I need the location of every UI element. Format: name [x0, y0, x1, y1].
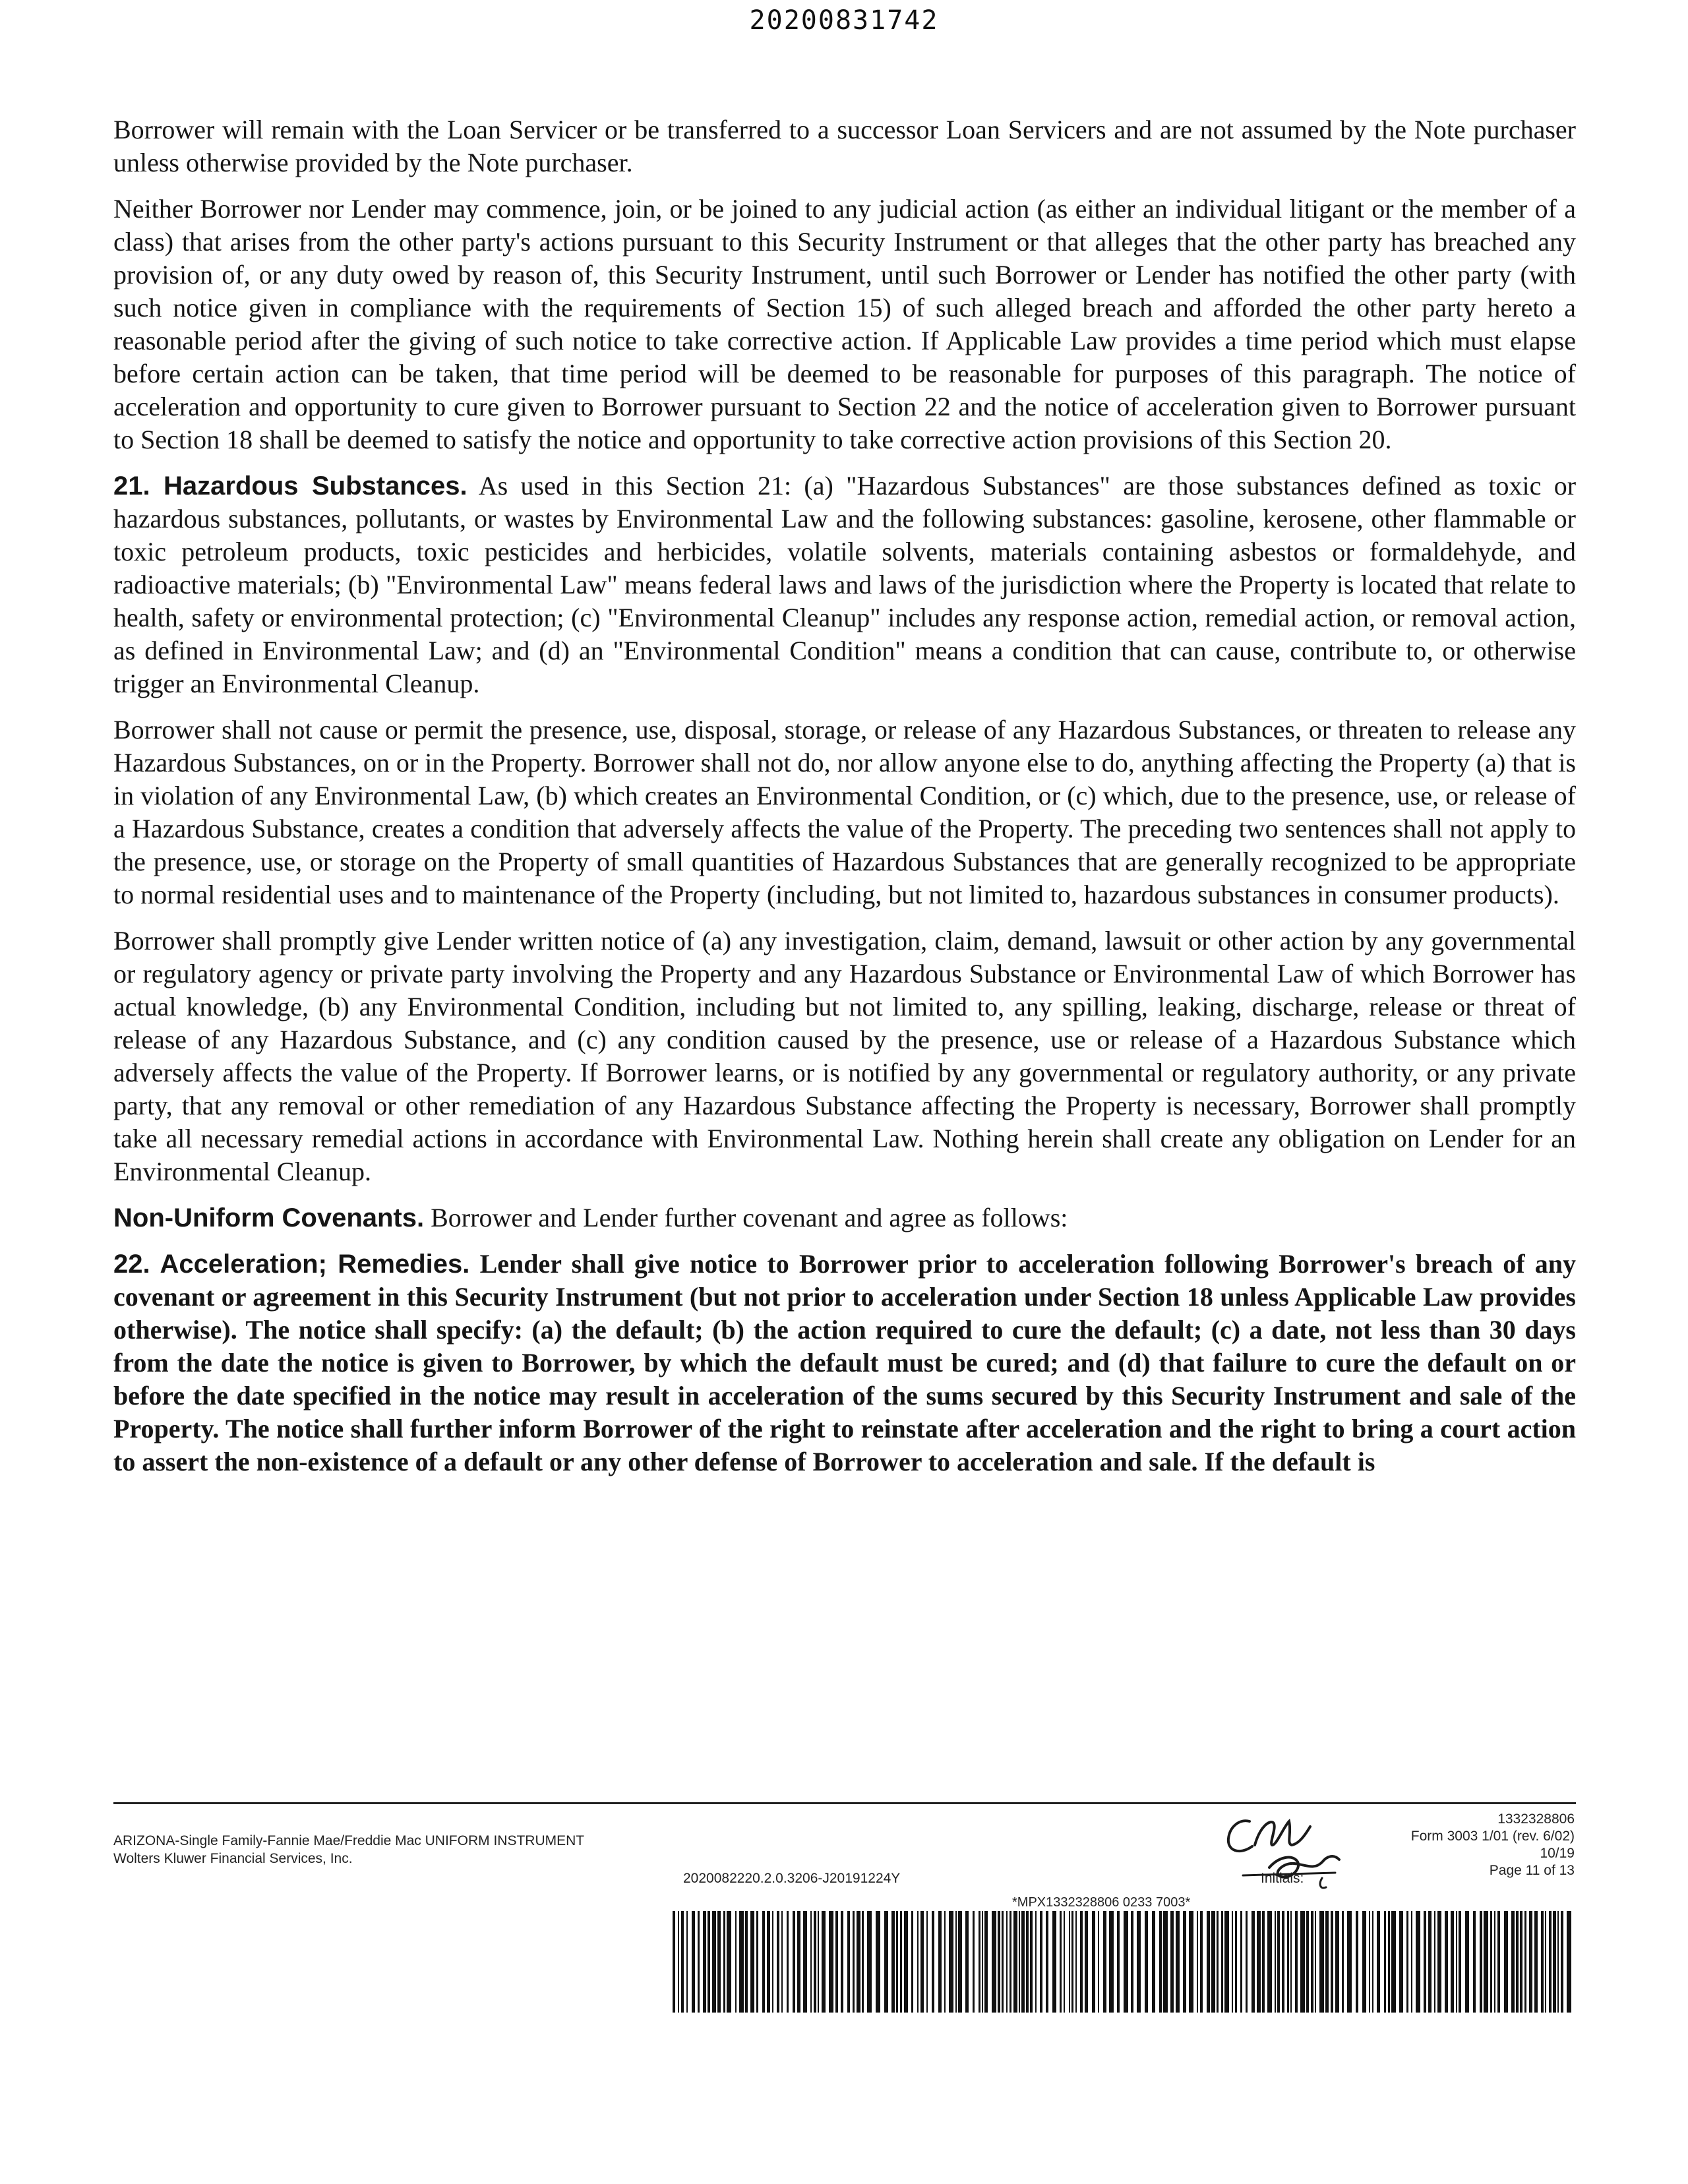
barcode-bar — [1437, 1911, 1441, 2013]
barcode-bar — [853, 1911, 855, 2013]
barcode-bar — [822, 1911, 826, 2013]
barcode-bar — [703, 1911, 706, 2013]
barcode-bar — [1434, 1911, 1435, 2013]
barcode-bar — [1411, 1911, 1412, 2013]
barcode-bar — [1197, 1911, 1198, 2013]
barcode-bar — [1211, 1911, 1215, 2013]
barcode-bar — [772, 1911, 773, 2013]
barcode-bar — [835, 1911, 838, 2013]
barcode-bar — [1052, 1911, 1056, 2013]
paragraph-loan-servicer: Borrower will remain with the Loan Servicer or be transferred to a successor Loan Servicers and are not assumed by the Note purchaser unless otherwise provided by the Note purchaser. — [113, 115, 1576, 177]
barcode-bar — [1372, 1911, 1373, 2013]
document-number: 20200831742 — [749, 5, 939, 36]
barcode-bar — [1069, 1911, 1070, 2013]
barcode-bar — [1347, 1911, 1352, 2013]
barcode-bar — [1306, 1911, 1309, 2013]
barcode-bar — [762, 1911, 765, 2013]
barcode-bar — [1287, 1911, 1289, 2013]
barcode-bar — [1567, 1911, 1571, 2013]
barcode-bar — [1163, 1911, 1168, 2013]
barcode-bar — [1459, 1911, 1461, 2013]
barcode-bar — [797, 1911, 800, 2013]
barcode-bar — [926, 1911, 928, 2013]
barcode-bar — [777, 1911, 779, 2013]
barcode-bar — [1377, 1911, 1380, 2013]
barcode-bar — [1456, 1911, 1457, 2013]
barcode-bar — [1362, 1911, 1366, 2013]
barcode-bar — [735, 1911, 737, 2013]
barcode-bar — [938, 1911, 942, 2013]
barcode-bar — [673, 1911, 675, 2013]
barcode-bar — [708, 1911, 710, 2013]
barcode-bar — [1010, 1911, 1011, 2013]
footer-form-info — [113, 1832, 584, 1867]
publisher: Wolters Kluwer Financial Services, Inc. — [113, 1851, 353, 1866]
document-body — [113, 113, 1576, 1492]
barcode-bar — [1424, 1911, 1426, 2013]
barcode-bar — [1060, 1911, 1062, 2013]
barcode-bar — [982, 1911, 983, 2013]
barcode-bar — [1183, 1911, 1186, 2013]
barcode-bar — [1021, 1911, 1025, 2013]
barcode-bar — [1275, 1911, 1276, 2013]
barcode-bar — [1356, 1911, 1358, 2013]
barcode-bar — [1109, 1911, 1114, 2013]
barcode-bar — [1480, 1911, 1482, 2013]
barcode-bar — [1131, 1911, 1133, 2013]
barcode-bar — [1557, 1911, 1559, 2013]
barcode-bar — [891, 1911, 895, 2013]
barcode-bar — [1494, 1911, 1495, 2013]
barcode-bar — [917, 1911, 919, 2013]
barcode-bar — [932, 1911, 934, 2013]
barcode-bar — [787, 1911, 789, 2013]
barcode-bar — [876, 1911, 880, 2013]
barcode-bar — [920, 1911, 924, 2013]
non-uniform-covenants-text: Borrower and Lender further covenant and agree as follows: — [431, 1203, 1068, 1232]
footer-form-number — [1411, 1811, 1575, 1879]
barcode-bar — [1137, 1911, 1141, 2013]
barcode-bar — [767, 1911, 770, 2013]
revision: 10/19 — [1540, 1846, 1575, 1861]
barcode-label: *MPX1332328806 0233 7003* — [1012, 1895, 1191, 1910]
barcode-bar — [965, 1911, 969, 2013]
barcode-bar — [1257, 1911, 1261, 2013]
barcode-bar — [1117, 1911, 1120, 2013]
footer-divider — [113, 1802, 1576, 1804]
barcode-bar — [686, 1911, 688, 2013]
barcode-bar — [1342, 1911, 1344, 2013]
barcode-bar — [884, 1911, 888, 2013]
barcode-bar — [1399, 1911, 1403, 2013]
barcode-bar — [1553, 1911, 1556, 2013]
barcode-bar — [756, 1911, 758, 2013]
section-21 — [113, 470, 1576, 700]
barcode-bar — [1103, 1911, 1106, 2013]
barcode-bar — [1388, 1911, 1390, 2013]
barcode-bar — [904, 1911, 908, 2013]
barcode-bar — [958, 1911, 962, 2013]
loan-number: 1332328806 — [1497, 1811, 1575, 1827]
barcode-bar — [1232, 1911, 1233, 2013]
barcode-bar — [1545, 1911, 1546, 2013]
barcode-bar — [745, 1911, 748, 2013]
barcode-bar — [1504, 1911, 1508, 2013]
barcode-bar — [1311, 1911, 1313, 2013]
barcode-bar — [1098, 1911, 1099, 2013]
barcode-bar — [698, 1911, 700, 2013]
barcode-bar — [1035, 1911, 1037, 2013]
barcode-bar — [1490, 1911, 1492, 2013]
barcode-bar — [681, 1911, 684, 2013]
barcode-bar — [1235, 1911, 1237, 2013]
barcode-bar — [1497, 1911, 1500, 2013]
barcode-bar — [1511, 1911, 1515, 2013]
paragraph-hazardous-use: Borrower shall not cause or permit the presence, use, disposal, storage, or release of any Hazardous Substances, or threaten to release any Hazardous Substances, on or in the Property. Borrower shall not do, nor allow anyone else to do, anything affecting the Property (a) that is in violation of any Environmental Law, (b) which creates an Environmental Condition, or (c) which, due to the presence, use, or release of a Hazardous Substance, creates a condition that adversely affects the value of the Property. The preceding two sentences shall not apply to the presence, use, or storage on the Property of small quantities of Hazardous Substances that are generally recognized to be appropriate to normal residential uses and to maintenance of the Property (including, but not limited to, hazardous substances in consumer products). — [113, 715, 1576, 909]
barcode-bar — [1331, 1911, 1333, 2013]
barcode-bar — [1176, 1911, 1180, 2013]
barcode-bar — [1325, 1911, 1329, 2013]
barcode-bar — [1040, 1911, 1042, 2013]
barcode-bar — [1451, 1911, 1454, 2013]
barcode-bar — [717, 1911, 721, 2013]
form-title: ARIZONA-Single Family-Fannie Mae/Freddie Mac UNIFORM INSTRUMENT — [113, 1833, 585, 1848]
paragraph-hazardous-notice: Borrower shall promptly give Lender written notice of (a) any investigation, claim, demand, lawsuit or other action by any governmental or regulatory agency or private party involving the Property and any Hazardous Substance or Environmental Law of which Borrower has actual knowledge, (b) any Environmental Condition, including but not limited to, any spilling, leaking, discharge, release or threat of release of any Hazardous Substance, and (c) any condition caused by the presence, use or release of a Hazardous Substance which adversely affects the value of the Property. If Borrower learns, or is notified by any governmental or regulatory authority, or any private party, that any removal or other remediation of any Hazardous Substance affecting the Property is necessary, Borrower shall promptly take all necessary remedial actions in accordance with Environmental Law. Nothing herein shall create any obligation on Lender for an Environmental Cleanup. — [113, 926, 1576, 1186]
barcode-bar — [1267, 1911, 1272, 2013]
barcode-bar — [1170, 1911, 1174, 2013]
barcode-bar — [900, 1911, 902, 2013]
barcode-bar — [1152, 1911, 1155, 2013]
barcode-bar — [1319, 1911, 1324, 2013]
barcode-bar — [1145, 1911, 1148, 2013]
barcode-bar — [1207, 1911, 1210, 2013]
barcode-bar — [1524, 1911, 1526, 2013]
barcode-bar — [1026, 1911, 1029, 2013]
barcode-bar — [1529, 1911, 1532, 2013]
barcode-bar — [1520, 1911, 1522, 2013]
barcode-bar — [949, 1911, 953, 2013]
barcode-bar — [1416, 1911, 1420, 2013]
barcode-bar — [1277, 1911, 1280, 2013]
barcode-bar — [1541, 1911, 1544, 2013]
barcode-bar — [1224, 1911, 1229, 2013]
barcode-bar — [1046, 1911, 1048, 2013]
barcode-bar — [1300, 1911, 1305, 2013]
barcode-bar — [1315, 1911, 1316, 2013]
paragraph-judicial-action: Neither Borrower nor Lender may commence, join, or be joined to any judicial action (as either an individual litigant or the member of a class) that arises from the other party's actions pursuant to this Security Instrument or that alleges that the other party has breached any provision of, or any duty owed by reason of, this Security Instrument, until such Borrower or Lender has notified the other party (with such notice given in compliance with the requirements of Section 15) of such alleged breach and afforded the other party hereto a reasonable period after the giving of such notice to take corrective action. If Applicable Law provides a time period which must elapse before certain action can be taken, that time period will be deemed to be reasonable for purposes of this paragraph. The notice of acceleration and opportunity to cure given to Borrower pursuant to Section 22 and the notice of acceleration given to Borrower pursuant to Section 18 shall be deemed to satisfy the notice and opportunity to take corrective action provisions of this Section 20. — [113, 194, 1576, 454]
barcode-bar — [1092, 1911, 1095, 2013]
non-uniform-covenants-heading: Non-Uniform Covenants. — [113, 1203, 425, 1232]
barcode-bar — [1221, 1911, 1223, 2013]
barcode-bar — [1290, 1911, 1292, 2013]
barcode-bar — [727, 1911, 731, 2013]
barcode-bar — [1085, 1911, 1088, 2013]
barcode-bar — [1030, 1911, 1033, 2013]
barcode-bar — [1561, 1911, 1563, 2013]
barcode-bar — [1369, 1911, 1370, 2013]
section-22-text: Lender shall give notice to Borrower prior to acceleration following Borrower's breach of any covenant or agreement in this Security Instrument (but not prior to acceleration under Section 18 unless Applicable Law provides otherwise). The notice shall specify: (a) the default; (b) the action required to cure the default; (c) a date, not less than 30 days from the date the notice is given to Borrower, by which the default must be cured; and (d) that failure to cure the default on or before the date specified in the notice may result in acceleration of the sums secured by this Security Instrument and sale of the Property. The notice shall further inform Borrower of the right to reinstate after acceleration and the right to bring a court action to assert the non-existence of a default or any other defense of Borrower to acceleration and sale. If the default is — [113, 1249, 1577, 1476]
barcode-bar — [944, 1911, 946, 2013]
barcode-bar — [1391, 1911, 1396, 2013]
barcode-bar — [1516, 1911, 1519, 2013]
barcode-bar — [1080, 1911, 1083, 2013]
barcode-bar — [723, 1911, 725, 2013]
barcode-bar — [973, 1911, 975, 2013]
barcode-bar — [1006, 1911, 1008, 2013]
barcode-bar — [1246, 1911, 1248, 2013]
initials-label: Initials: — [1261, 1871, 1304, 1886]
barcode-bar — [847, 1911, 850, 2013]
section-21-text: As used in this Section 21: (a) "Hazardous Substances" are those substances defined as toxic or hazardous substances, pollutants, or wastes by Environmental Law and the following substances: gasoline, kerosene, other flammable or toxic petroleum products, toxic pesticides and herbicides, volatile solvents, materials containing asbestos or formaldehyde, and radioactive materials; (b) "Environmental Law" means federal laws and laws of the jurisdiction where the Property is located that relate to health, safety or environmental protection; (c) "Environmental Cleanup" includes any response action, remedial action, or removal action, as defined in Environmental Law; and (d) an "Environmental Condition" means a condition that can cause, contribute to, or otherwise trigger an Environmental Cleanup. — [113, 471, 1577, 698]
barcode-bar — [793, 1911, 795, 2013]
barcode-bar — [896, 1911, 898, 2013]
barcode-bar — [1465, 1911, 1469, 2013]
barcode-bar — [814, 1911, 816, 2013]
barcode-bar — [803, 1911, 807, 2013]
barcode-bar — [1002, 1911, 1004, 2013]
barcode-bar — [1335, 1911, 1339, 2013]
barcode-bar — [712, 1911, 716, 2013]
barcode-bar — [829, 1911, 833, 2013]
barcode-bar — [781, 1911, 783, 2013]
barcode-bar — [1262, 1911, 1265, 2013]
barcode-bar — [739, 1911, 744, 2013]
section-22 — [113, 1248, 1576, 1478]
barcode-bar — [818, 1911, 819, 2013]
initials-signature — [1223, 1807, 1375, 1893]
barcode-bar — [1534, 1911, 1538, 2013]
barcode-bar — [1484, 1911, 1488, 2013]
barcode-bar — [857, 1911, 860, 2013]
barcode-bar — [1282, 1911, 1284, 2013]
barcode-bar — [911, 1911, 913, 2013]
barcode-bar — [1013, 1911, 1017, 2013]
barcode-bar — [1251, 1911, 1255, 2013]
barcode-bar — [810, 1911, 812, 2013]
barcode-bar — [750, 1911, 754, 2013]
barcode-bar — [1549, 1911, 1552, 2013]
barcode-bar — [1428, 1911, 1432, 2013]
document-id: 2020082220.2.0.3206-J20191224Y — [683, 1871, 901, 1886]
barcode-bar — [1071, 1911, 1073, 2013]
barcode-bar — [1445, 1911, 1448, 2013]
barcode-bar — [1124, 1911, 1128, 2013]
page-number: Page 11 of 13 — [1489, 1863, 1575, 1878]
barcode-bar — [1384, 1911, 1386, 2013]
barcode-bar — [1217, 1911, 1219, 2013]
barcode-bar — [979, 1911, 980, 2013]
barcode-bar — [998, 1911, 1000, 2013]
barcode-bar — [862, 1911, 864, 2013]
barcode-bar — [841, 1911, 843, 2013]
barcode-bar — [992, 1911, 996, 2013]
barcode-bar — [1200, 1911, 1203, 2013]
barcode — [673, 1911, 1576, 2013]
barcode-bar — [1473, 1911, 1476, 2013]
barcode-bar — [1406, 1911, 1408, 2013]
section-22-heading: 22. Acceleration; Remedies. — [113, 1250, 470, 1279]
barcode-bar — [1064, 1911, 1065, 2013]
barcode-bar — [1240, 1911, 1242, 2013]
barcode-bar — [1295, 1911, 1298, 2013]
barcode-bar — [1019, 1911, 1020, 2013]
barcode-bar — [1075, 1911, 1077, 2013]
barcode-bar — [692, 1911, 695, 2013]
barcode-bar — [1189, 1911, 1193, 2013]
barcode-bar — [678, 1911, 679, 2013]
non-uniform-covenants — [113, 1201, 1576, 1234]
section-21-heading: 21. Hazardous Substances. — [113, 471, 467, 501]
barcode-bar — [1159, 1911, 1162, 2013]
barcode-bar — [984, 1911, 988, 2013]
form-number: Form 3003 1/01 (rev. 6/02) — [1410, 1829, 1575, 1844]
barcode-bar — [955, 1911, 957, 2013]
barcode-bar — [867, 1911, 872, 2013]
